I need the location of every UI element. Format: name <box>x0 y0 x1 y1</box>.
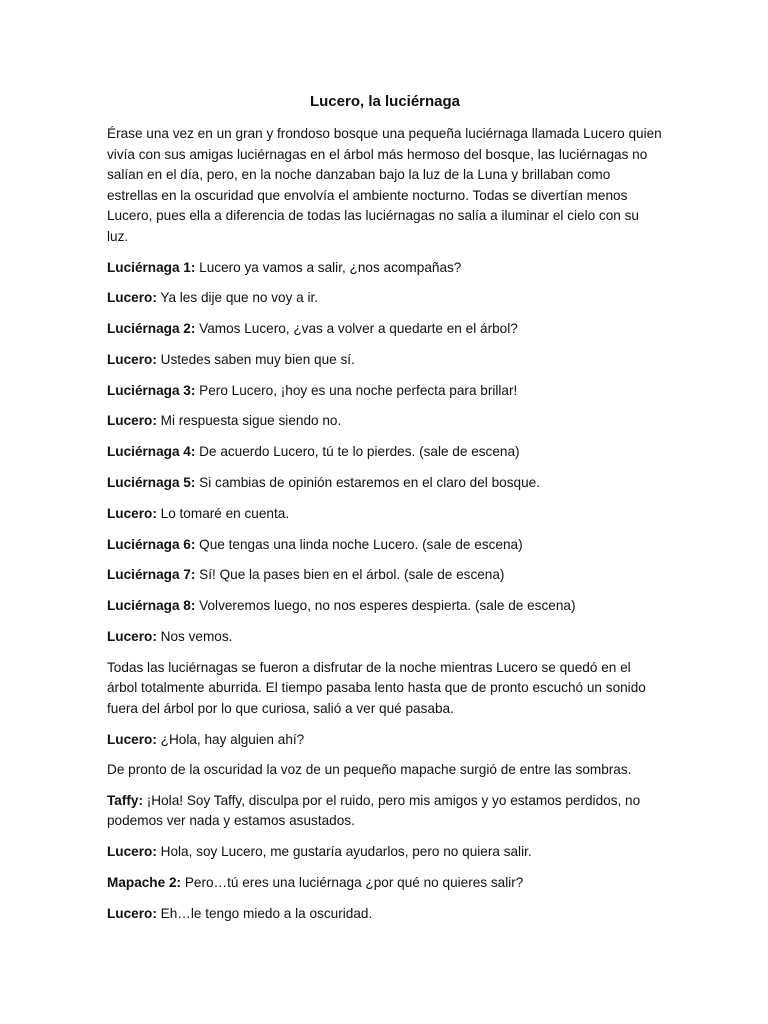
dialogue-block-3 <box>107 791 663 925</box>
speaker-name: Lucero: <box>107 351 157 367</box>
intro-paragraph: Érase una vez en un gran y frondoso bosque una pequeña luciérnaga llamada Lucero quien vivía con sus amigas luciérnagas en el árbol más hermoso del bosque, las luciérnagas no salían en el día, pero, en la noche danzaban bajo la luz de la Luna y brillaban como estrellas en la oscuridad que envolvía el ambiente nocturno. Todas se divertían menos Lucero, pues ella a diferencia de todas las luciérnagas no salía a iluminar el cielo con su luz. <box>107 126 662 244</box>
dialogue-text: De acuerdo Lucero, tú te lo pierdes. (sale de escena) <box>195 444 520 460</box>
dialogue-text: Nos vemos. <box>156 628 233 644</box>
dialogue-line <box>107 627 663 648</box>
dialogue-text: Hola, soy Lucero, me gustaría ayudarlos, pero no quiera salir. <box>156 844 532 860</box>
dialogue-line <box>107 258 663 279</box>
dialogue-text: Ya les dije que no voy a ir. <box>156 290 319 306</box>
dialogue-text: Vamos Lucero, ¿vas a volver a quedarte en el árbol? <box>195 321 518 337</box>
dialogue-text: Mi respuesta sigue siendo no. <box>156 413 342 429</box>
speaker-name: Lucero: <box>107 844 157 860</box>
dialogue-text: Volveremos luego, no nos esperes despierta. (sale de escena) <box>195 598 576 614</box>
speaker-name: Luciérnaga 2: <box>107 321 196 337</box>
speaker-name: Lucero: <box>107 905 157 921</box>
dialogue-line <box>107 504 663 525</box>
document-page <box>107 92 663 935</box>
dialogue-text: Que tengas una linda noche Lucero. (sale de escena) <box>195 536 523 552</box>
speaker-name: Lucero: <box>107 290 157 306</box>
dialogue-line <box>107 842 663 863</box>
dialogue-line <box>107 411 663 432</box>
dialogue-line <box>107 791 663 832</box>
dialogue-line <box>107 730 663 751</box>
dialogue-text: Lucero ya vamos a salir, ¿nos acompañas? <box>195 259 462 275</box>
document-title: Lucero, la luciérnaga <box>309 93 461 110</box>
speaker-name: Luciérnaga 1: <box>107 259 196 275</box>
dialogue-text: Lo tomaré en cuenta. <box>156 505 290 521</box>
speaker-name: Luciérnaga 3: <box>107 382 196 398</box>
narration-paragraph: De pronto de la oscuridad la voz de un pequeño mapache surgió de entre las sombras. <box>107 762 632 778</box>
dialogue-line <box>107 319 663 340</box>
dialogue-block-1 <box>107 258 663 648</box>
dialogue-text: Pero…tú eres una luciérnaga ¿por qué no quieres salir? <box>181 875 524 891</box>
dialogue-line <box>107 596 663 617</box>
dialogue-text: Pero Lucero, ¡hoy es una noche perfecta para brillar! <box>195 382 518 398</box>
dialogue-text: Sí! Que la pases bien en el árbol. (sale de escena) <box>195 567 505 583</box>
speaker-name: Luciérnaga 6: <box>107 536 196 552</box>
dialogue-line <box>107 473 663 494</box>
dialogue-line <box>107 381 663 402</box>
dialogue-line <box>107 442 663 463</box>
dialogue-line <box>107 288 663 309</box>
dialogue-text: Si cambias de opinión estaremos en el claro del bosque. <box>195 475 540 491</box>
dialogue-line <box>107 904 663 925</box>
dialogue-text: ¡Hola! Soy Taffy, disculpa por el ruido, pero mis amigos y yo estamos perdidos, no podemos ver nada y estamos asustados. <box>107 792 641 829</box>
dialogue-line <box>107 535 663 556</box>
speaker-name: Lucero: <box>107 628 157 644</box>
dialogue-text: ¿Hola, hay alguien ahí? <box>156 731 305 747</box>
speaker-name: Luciérnaga 7: <box>107 567 196 583</box>
speaker-name: Luciérnaga 5: <box>107 475 196 491</box>
speaker-name: Luciérnaga 4: <box>107 444 196 460</box>
speaker-name: Lucero: <box>107 731 157 747</box>
speaker-name: Mapache 2: <box>107 875 182 891</box>
dialogue-line <box>107 873 663 894</box>
dialogue-line <box>107 565 663 586</box>
dialogue-text: Ustedes saben muy bien que sí. <box>156 351 355 367</box>
speaker-name: Lucero: <box>107 413 157 429</box>
speaker-name: Luciérnaga 8: <box>107 598 196 614</box>
dialogue-line <box>107 350 663 371</box>
dialogue-text: Eh…le tengo miedo a la oscuridad. <box>156 905 373 921</box>
speaker-name: Taffy: <box>107 792 143 808</box>
speaker-name: Lucero: <box>107 505 157 521</box>
narration-paragraph: Todas las luciérnagas se fueron a disfrutar de la noche mientras Lucero se quedó en el árbol totalmente aburrida. El tiempo pasaba lento hasta que de pronto escuchó un sonido fuera del árbol por lo que curiosa, salió a ver qué pasaba. <box>107 659 646 716</box>
